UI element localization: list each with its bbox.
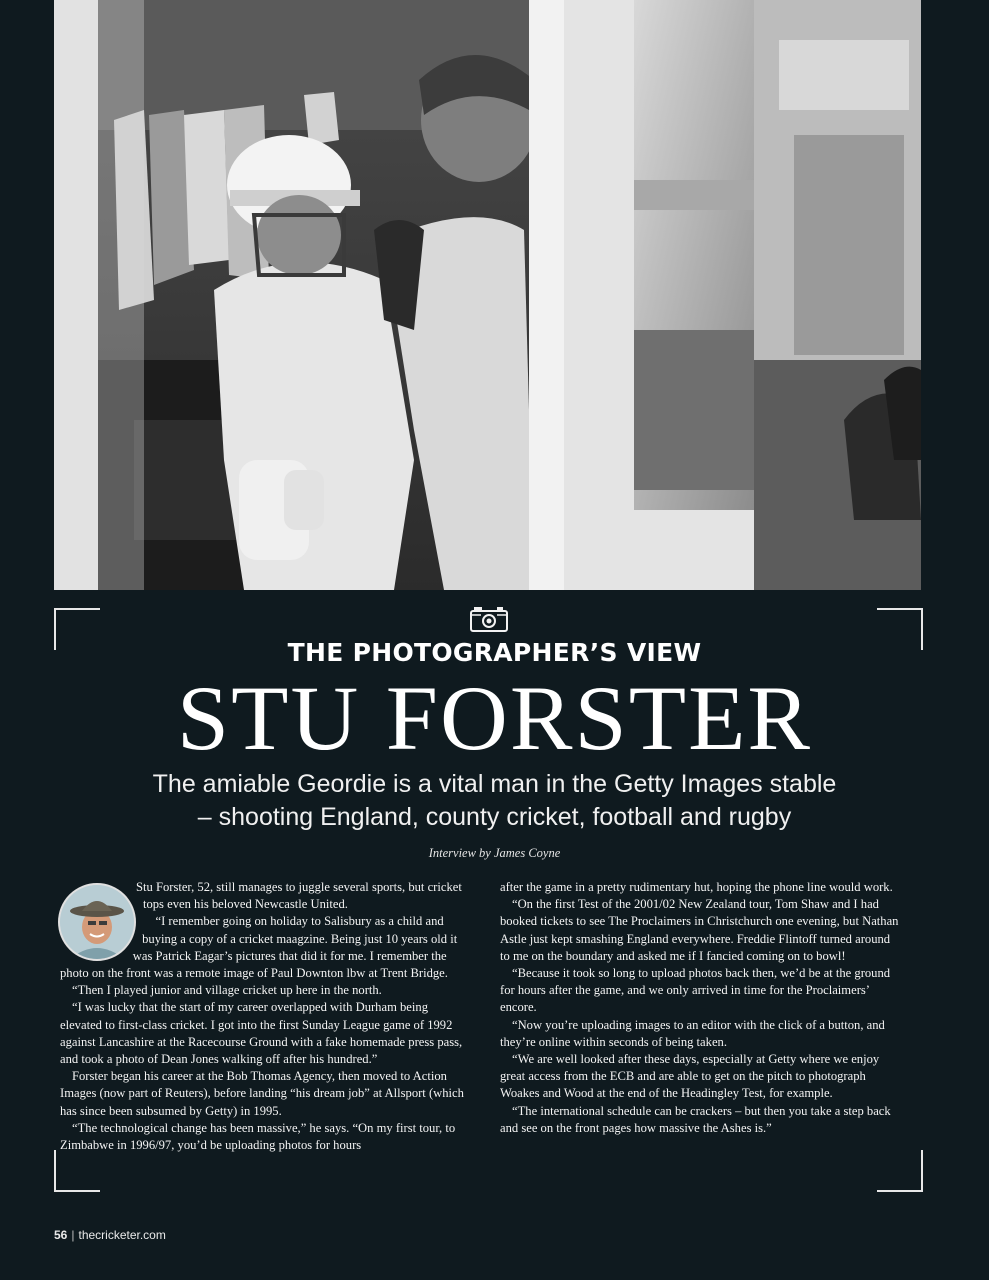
paragraph: “We are well looked after these days, especially at Getty where we enjoy great access from the ECB and are able to get on the pitch to photograph Woakes and Wood at the end of the Headingley Test, for example. bbox=[500, 1052, 880, 1101]
author-portrait bbox=[58, 883, 136, 961]
article-headline: STU FORSTER bbox=[176, 667, 813, 769]
paragraph: “The technological change has been massive,” he says. “On my first tour, to Zimbabwe in 1996/97, you’d be uploading photos for hours bbox=[60, 1120, 456, 1153]
paragraph: “I remember going on holiday to Salisbury as a child and buying a copy of a cricket maagzine. Being just 10 years old it was Patrick Eagar’s pictures that did it for me. I remember the photo on the front was a remote image of Paul Downton lbw at Trent Bridge. bbox=[60, 914, 458, 981]
paragraph: Forster began his career at the Bob Thomas Agency, then moved to Action Images (now part of Reuters), before landing “his dream job” at Allsport (which has since been subsumed by Getty) in 1995. bbox=[60, 1069, 464, 1118]
byline: Interview by James Coyne bbox=[428, 846, 561, 860]
paragraph: “I was lucky that the start of my career overlapped with Durham being elevated to first-class cricket. I got into the first Sunday League game of 1992 against Lancashire at the Racecourse Ground with a fake homemade press pass, and took a photo of Dean Jones walking off after his hundred.” bbox=[60, 1000, 463, 1067]
camera-icon bbox=[470, 606, 508, 632]
hero-photo bbox=[54, 0, 921, 590]
site-link[interactable]: thecricketer.com bbox=[78, 1228, 166, 1242]
hero-photo-illustration bbox=[54, 0, 921, 590]
footer-separator: | bbox=[71, 1228, 75, 1242]
paragraph: “On the first Test of the 2001/02 New Zealand tour, Tom Shaw and I had booked tickets to see The Proclaimers in Christchurch one evening, but Nathan Astle just kept smashing England everywhere. Freddie Flintoff turned around to me on the boundary and asked me if I fancied coming on to bowl! bbox=[500, 897, 899, 963]
paragraph: “Now you’re uploading images to an editor with the click of a button, and they’re online within seconds of being taken. bbox=[500, 1017, 885, 1049]
page-footer bbox=[54, 1228, 166, 1242]
standfirst bbox=[110, 768, 879, 834]
paragraph: “Because it took so long to upload photos back then, we’d be at the ground for hours after the game, and we only arrived in time for the Proclaimers’ encore. bbox=[500, 966, 891, 1015]
standfirst-line-1: The amiable Geordie is a vital man in the Getty Images stable bbox=[152, 770, 837, 798]
paragraph: “The international schedule can be crackers – but then you take a step back and see on the front pages how massive the Ashes is.” bbox=[500, 1103, 891, 1135]
standfirst-line-2: – shooting England, county cricket, football and rugby bbox=[197, 803, 792, 831]
corner-bracket-bottom-left bbox=[54, 1150, 100, 1192]
body-column-left bbox=[60, 879, 468, 1154]
portrait-illustration bbox=[60, 885, 134, 959]
body-column-right bbox=[500, 879, 900, 1137]
corner-bracket-bottom-right bbox=[877, 1150, 923, 1192]
paragraph: Stu Forster, 52, still manages to juggle several sports, but cricket tops even his beloved Newcastle United. bbox=[136, 880, 462, 912]
section-kicker: THE PHOTOGRAPHER’S VIEW bbox=[287, 638, 702, 667]
paragraph: after the game in a pretty rudimentary hut, hoping the phone line would work. bbox=[500, 880, 893, 894]
page-number: 56 bbox=[54, 1228, 68, 1242]
paragraph: “Then I played junior and village cricket up here in the north. bbox=[72, 983, 382, 998]
